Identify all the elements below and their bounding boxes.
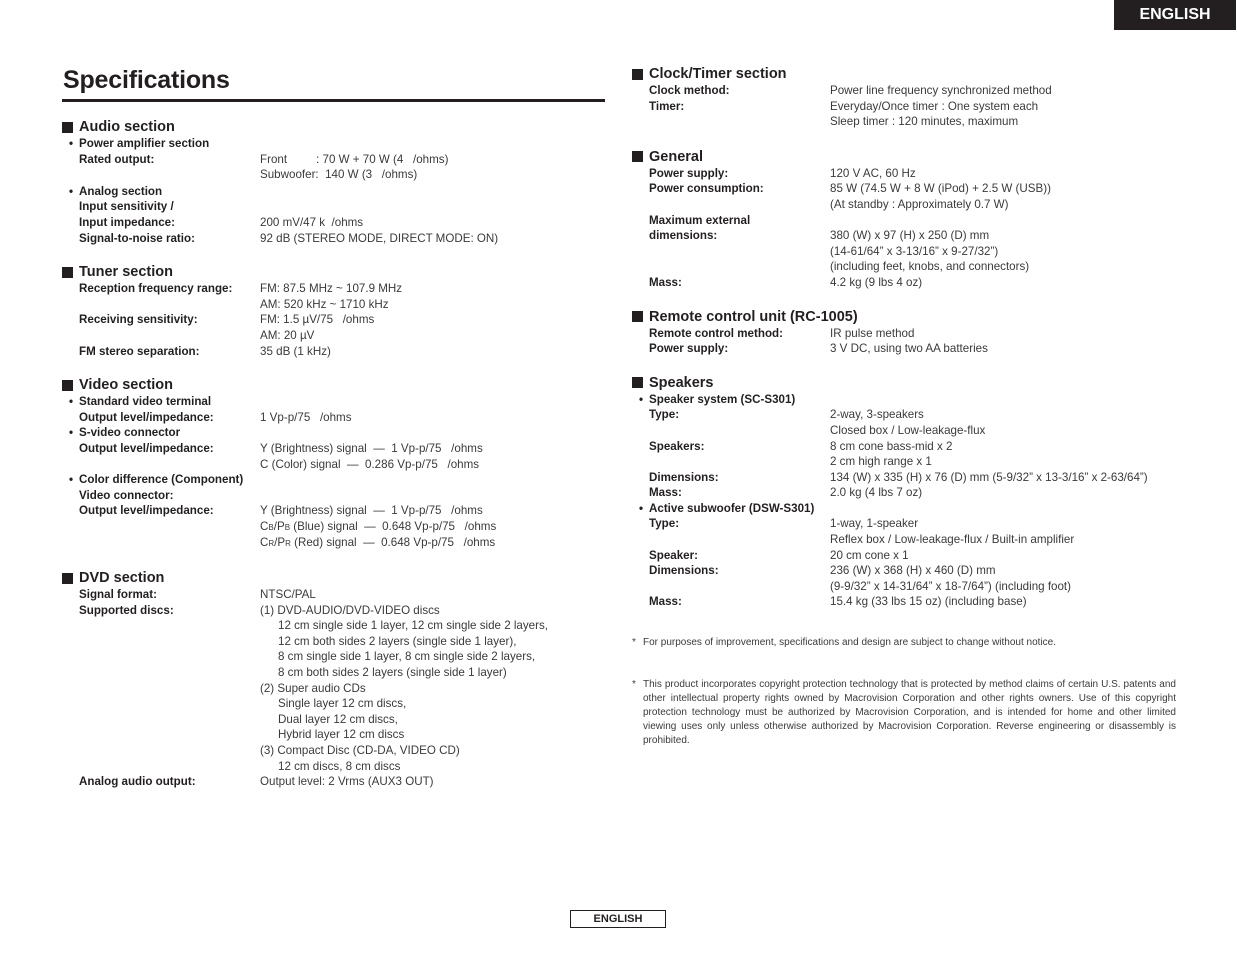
spec-label: Clock method: [649, 84, 730, 97]
cb-main: C [260, 519, 269, 533]
spec-value: 92 dB (STEREO MODE, DIRECT MODE: ON) [260, 231, 499, 245]
clock-method-row [632, 83, 1192, 99]
spec-value: (including feet, knobs, and connectors) [830, 260, 1030, 274]
disc-line [62, 681, 607, 697]
square-bullet-icon [632, 151, 643, 162]
dvd-section-heading [62, 569, 607, 587]
spec-value [260, 519, 496, 536]
cr-sub: R [268, 539, 275, 549]
reception-row-2 [62, 297, 607, 313]
sub-type-row [632, 516, 1192, 532]
spec-label: Input sensitivity / [79, 200, 174, 214]
spec-value: Single layer 12 cm discs, [278, 697, 407, 711]
heading-text: Audio section [79, 119, 175, 135]
spec-value: (14-61/64” x 3-13/16” x 9-27/32”) [830, 244, 999, 258]
cr-slash: /P [274, 536, 286, 550]
comp-output-row-2 [62, 519, 607, 536]
remote-section-heading [632, 308, 1192, 326]
spec-value: 380 (W) x 97 (H) x 250 (D) mm [830, 229, 990, 243]
spec-label: Speakers: [649, 439, 705, 453]
title-rule [62, 99, 605, 102]
disc-line [62, 727, 607, 743]
spec-value: FM: 1.5 µV/75 /ohms [260, 313, 375, 327]
asterisk: * [632, 637, 636, 648]
analog-audio-row [62, 774, 607, 790]
power-consumption-row [632, 181, 1192, 197]
disc-line [62, 665, 607, 681]
cr-main: C [260, 536, 269, 550]
video-section [62, 376, 607, 552]
spec-label: Timer: [649, 99, 685, 113]
square-bullet-icon [62, 267, 73, 278]
spec-value: Dual layer 12 cm discs, [278, 712, 398, 726]
subheading-text: Analog section [79, 184, 163, 198]
type-row-2 [632, 423, 1192, 439]
signal-format-row [62, 587, 607, 603]
spec-value: C (Color) signal — 0.286 Vp-p/75 /ohms [260, 457, 480, 471]
separation-row [62, 344, 607, 360]
spec-value: 85 W (74.5 W + 8 W (iPod) + 2.5 W (USB)) [830, 182, 1051, 196]
sensitivity-row [62, 312, 607, 328]
input-impedance-row [62, 215, 607, 231]
cr-rest: (Red) signal — 0.648 Vp-p/75 /ohms [290, 536, 496, 550]
spec-label: Output level/impedance: [79, 504, 214, 518]
spec-value: Front : 70 W + 70 W (4 /ohms) [260, 152, 449, 166]
spec-label: Type: [649, 517, 680, 531]
spec-value: (3) Compact Disc (CD-DA, VIDEO CD) [260, 744, 460, 757]
spec-value: 8 cm cone bass-mid x 2 [830, 439, 953, 453]
speakers-row [632, 439, 1192, 455]
spec-value: IR pulse method [830, 326, 915, 340]
sub-dims-row-2 [632, 579, 1192, 595]
spec-label: Type: [649, 408, 680, 422]
spec-label: Signal-to-noise ratio: [79, 231, 195, 245]
heading-text: Clock/Timer section [649, 66, 787, 82]
sensitivity-row-2 [62, 328, 607, 344]
spec-label: Power supply: [649, 342, 729, 356]
rated-output-row [62, 152, 607, 168]
spec-value: 8 cm both sides 2 layers (single side 1 layer) [278, 666, 507, 680]
spec-value: Y (Brightness) signal — 1 Vp-p/75 /ohms [260, 504, 483, 518]
standard-video-subheading: • Standard video terminal [69, 395, 212, 409]
spec-label: dimensions: [649, 229, 718, 243]
subheading-text: Active subwoofer (DSW-S301) [649, 501, 815, 515]
square-bullet-icon [632, 377, 643, 388]
spec-label: Signal format: [79, 588, 157, 602]
type-row [632, 407, 1192, 423]
cb-sub2: B [284, 522, 291, 532]
input-sensitivity-row [62, 199, 607, 215]
spec-value: 3 V DC, using two AA batteries [830, 342, 988, 356]
speakers-row-2 [632, 454, 1192, 470]
heading-text: Remote control unit (RC-1005) [649, 308, 858, 325]
speaker-system-subheading: • Speaker system (SC-S301) [639, 392, 796, 406]
component-subheading: • Color difference (Component) [69, 473, 244, 487]
spec-label: Supported discs: [79, 603, 174, 617]
spec-value: 35 dB (1 kHz) [260, 344, 331, 358]
sub-mass-row [632, 594, 1192, 610]
subheading-text: S-video connector [79, 426, 181, 440]
tuner-section [62, 263, 607, 359]
std-output-row [62, 410, 607, 426]
general-section [632, 148, 1192, 291]
spec-value: 120 V AC, 60 Hz [830, 166, 916, 180]
spec-label: Rated output: [79, 152, 155, 166]
spec-value: Subwoofer: 140 W (3 /ohms) [260, 168, 418, 182]
spec-value: 12 cm discs, 8 cm discs [278, 759, 401, 773]
spec-value: 1 Vp-p/75 /ohms [260, 410, 352, 424]
disc-line [62, 618, 607, 634]
spec-value: 236 (W) x 368 (H) x 460 (D) mm [830, 564, 996, 578]
spec-value: 4.2 kg (9 lbs 4 oz) [830, 275, 923, 289]
spec-value: AM: 20 µV [260, 328, 315, 342]
spec-label: Analog audio output: [79, 775, 196, 789]
language-tab-label: ENGLISH [1139, 6, 1211, 23]
spec-value: Hybrid layer 12 cm discs [278, 728, 405, 742]
spec-value: 2.0 kg (4 lbs 7 oz) [830, 486, 923, 500]
cb-sub: B [268, 522, 274, 532]
cr-sub2: R [285, 539, 291, 549]
square-bullet-icon [632, 69, 643, 80]
spec-value: (2) Super audio CDs [260, 681, 366, 695]
disc-line [62, 634, 607, 650]
square-bullet-icon [62, 573, 73, 584]
cb-slash: /P [273, 519, 285, 533]
spec-value: 2-way, 3-speakers [830, 408, 924, 422]
svideo-subheading: • S-video connector [69, 426, 181, 440]
heading-text: Tuner section [79, 264, 173, 281]
remote-supply-row [632, 341, 1192, 357]
disc-line [62, 759, 607, 775]
tuner-section-heading [62, 263, 607, 281]
heading-text: Video section [79, 377, 174, 394]
sub-type-row-2 [632, 532, 1192, 548]
subheading-text: Standard video terminal [79, 395, 212, 409]
spec-value: Y (Brightness) signal — 1 Vp-p/75 /ohms [260, 441, 483, 455]
spec-label: Remote control method: [649, 326, 783, 340]
dimensions-row-2 [632, 244, 1192, 260]
speakers-section [632, 374, 1192, 610]
spec-value: (9-9/32” x 14-31/64” x 18-7/64”) (including foot) [830, 579, 1072, 593]
heading-text: DVD section [79, 570, 165, 587]
rated-output-row-2 [62, 167, 607, 183]
spec-value: (At standby : Approximately 0.7 W) [830, 197, 1009, 211]
spec-label: Power supply: [649, 166, 729, 180]
right-column [632, 65, 1192, 610]
spec-value: 8 cm single side 1 layer, 8 cm single side 2 layers, [278, 650, 536, 664]
heading-text: Speakers [649, 374, 714, 391]
spec-value: 2 cm high range x 1 [830, 455, 932, 469]
spec-value: AM: 520 kHz ~ 1710 kHz [260, 297, 389, 311]
speakers-section-heading [632, 374, 1192, 392]
heading-text: General [649, 148, 703, 165]
analog-subheading: • Analog section [69, 184, 163, 198]
spec-value: NTSC/PAL [260, 588, 316, 602]
dimensions-row-3 [632, 259, 1192, 275]
spec-label: Maximum external [649, 213, 751, 227]
speaker-mass-row [632, 485, 1192, 501]
reception-row [62, 281, 607, 297]
spec-value: 15.4 kg (33 lbs 15 oz) (including base) [830, 595, 1027, 609]
square-bullet-icon [62, 380, 73, 391]
audio-section [62, 118, 607, 246]
disc-line [62, 649, 607, 665]
mass-row [632, 275, 1192, 291]
footer-language-label [570, 910, 666, 928]
spec-value: Closed box / Low-leakage-flux [830, 423, 986, 437]
snr-row [62, 231, 607, 247]
remote-method-row [632, 326, 1192, 342]
timer-row [632, 99, 1192, 115]
disc-line [62, 696, 607, 712]
clock-section [632, 65, 1192, 130]
sv-output-row-2 [62, 457, 607, 473]
comp-output-row-3 [62, 535, 607, 552]
note-specifications-change [632, 636, 1176, 650]
video-connector-row [62, 488, 607, 504]
spec-value: (1) DVD-AUDIO/DVD-VIDEO discs [260, 603, 440, 617]
spec-label: Speaker: [649, 548, 698, 562]
square-bullet-icon [632, 311, 643, 322]
note-text: For purposes of improvement, specifications and design are subject to change without notice. [643, 637, 1057, 648]
power-consumption-row-2 [632, 197, 1192, 213]
disc-line [62, 743, 607, 759]
sub-speaker-row [632, 548, 1192, 564]
spec-label: Dimensions: [649, 470, 719, 484]
square-bullet-icon [62, 122, 73, 133]
spec-label: Mass: [649, 275, 682, 289]
dimensions-row [632, 228, 1192, 244]
spec-value: 134 (W) x 335 (H) x 76 (D) mm (5-9/32” x 13-3/16” x 2-63/64”) [830, 470, 1148, 484]
spec-label: Mass: [649, 595, 682, 609]
clock-section-heading [632, 65, 1192, 83]
note-text: This product incorporates copyright protection technology that is protected by method claims of certain U.S. patents and other intellectual property rights owned by Macrovision Corporation and other rights owners. Use of this copyright protection technology must be authorized by Macrovision Corporation, and is intended for home and other limited viewing uses only unless otherwise authorized by Macrovision Corporation. Reverse engineering or disassembly is prohibited. [643, 679, 1176, 746]
speaker-dims-row [632, 470, 1192, 486]
spec-label: Mass: [649, 486, 682, 500]
spec-label: Receiving sensitivity: [79, 313, 198, 327]
left-column [62, 118, 607, 790]
spec-value [260, 535, 495, 552]
max-external-row [632, 213, 1192, 229]
subheading-text: Power amplifier section [79, 137, 210, 150]
spec-value: 1-way, 1-speaker [830, 517, 919, 531]
subwoofer-subheading: • Active subwoofer (DSW-S301) [639, 501, 815, 515]
spec-value: 200 mV/47 k /ohms [260, 215, 364, 229]
spec-label: FM stereo separation: [79, 344, 200, 358]
dvd-section [62, 569, 607, 790]
supported-discs-row [62, 603, 607, 619]
language-tab [1114, 0, 1236, 30]
comp-output-row [62, 503, 607, 519]
spec-value: 12 cm single side 1 layer, 12 cm single side 2 layers, [278, 619, 549, 633]
power-supply-row [632, 166, 1192, 182]
spec-label: Output level/impedance: [79, 441, 214, 455]
spec-value: 20 cm cone x 1 [830, 548, 909, 562]
spec-value: Sleep timer : 120 minutes, maximum [830, 115, 1019, 129]
spec-value: Everyday/Once timer : One system each [830, 99, 1039, 113]
spec-value: Output level: 2 Vrms (AUX3 OUT) [260, 775, 434, 789]
remote-section [632, 308, 1192, 357]
spec-label: Input impedance: [79, 215, 175, 229]
sub-dims-row [632, 563, 1192, 579]
note-copyright-protection [632, 678, 1176, 748]
spec-label: Reception frequency range: [79, 282, 233, 296]
cb-rest: (Blue) signal — 0.648 Vp-p/75 /ohms [290, 519, 497, 533]
video-section-heading [62, 376, 607, 394]
subheading-text: Speaker system (SC-S301) [649, 392, 796, 406]
spec-value: Reflex box / Low-leakage-flux / Built-in amplifier [830, 533, 1075, 547]
timer-row-2 [632, 114, 1192, 130]
power-amp-subheading: • Power amplifier section [69, 137, 210, 150]
audio-section-heading [62, 118, 607, 136]
footer-label-text: ENGLISH [593, 913, 643, 925]
spec-value: FM: 87.5 MHz ~ 107.9 MHz [260, 282, 403, 296]
disc-line [62, 712, 607, 728]
spec-label: Output level/impedance: [79, 410, 214, 424]
general-section-heading [632, 148, 1192, 166]
spec-label: Power consumption: [649, 182, 764, 196]
subheading-text: Color difference (Component) [79, 473, 244, 487]
spec-label: Video connector: [79, 488, 174, 502]
spec-label: Dimensions: [649, 564, 719, 578]
page-title: Specifications [63, 66, 230, 94]
asterisk: * [632, 679, 636, 690]
spec-value: Power line frequency synchronized method [830, 84, 1052, 97]
spec-value: 12 cm both sides 2 layers (single side 1 layer), [278, 634, 517, 648]
sv-output-row [62, 441, 607, 457]
